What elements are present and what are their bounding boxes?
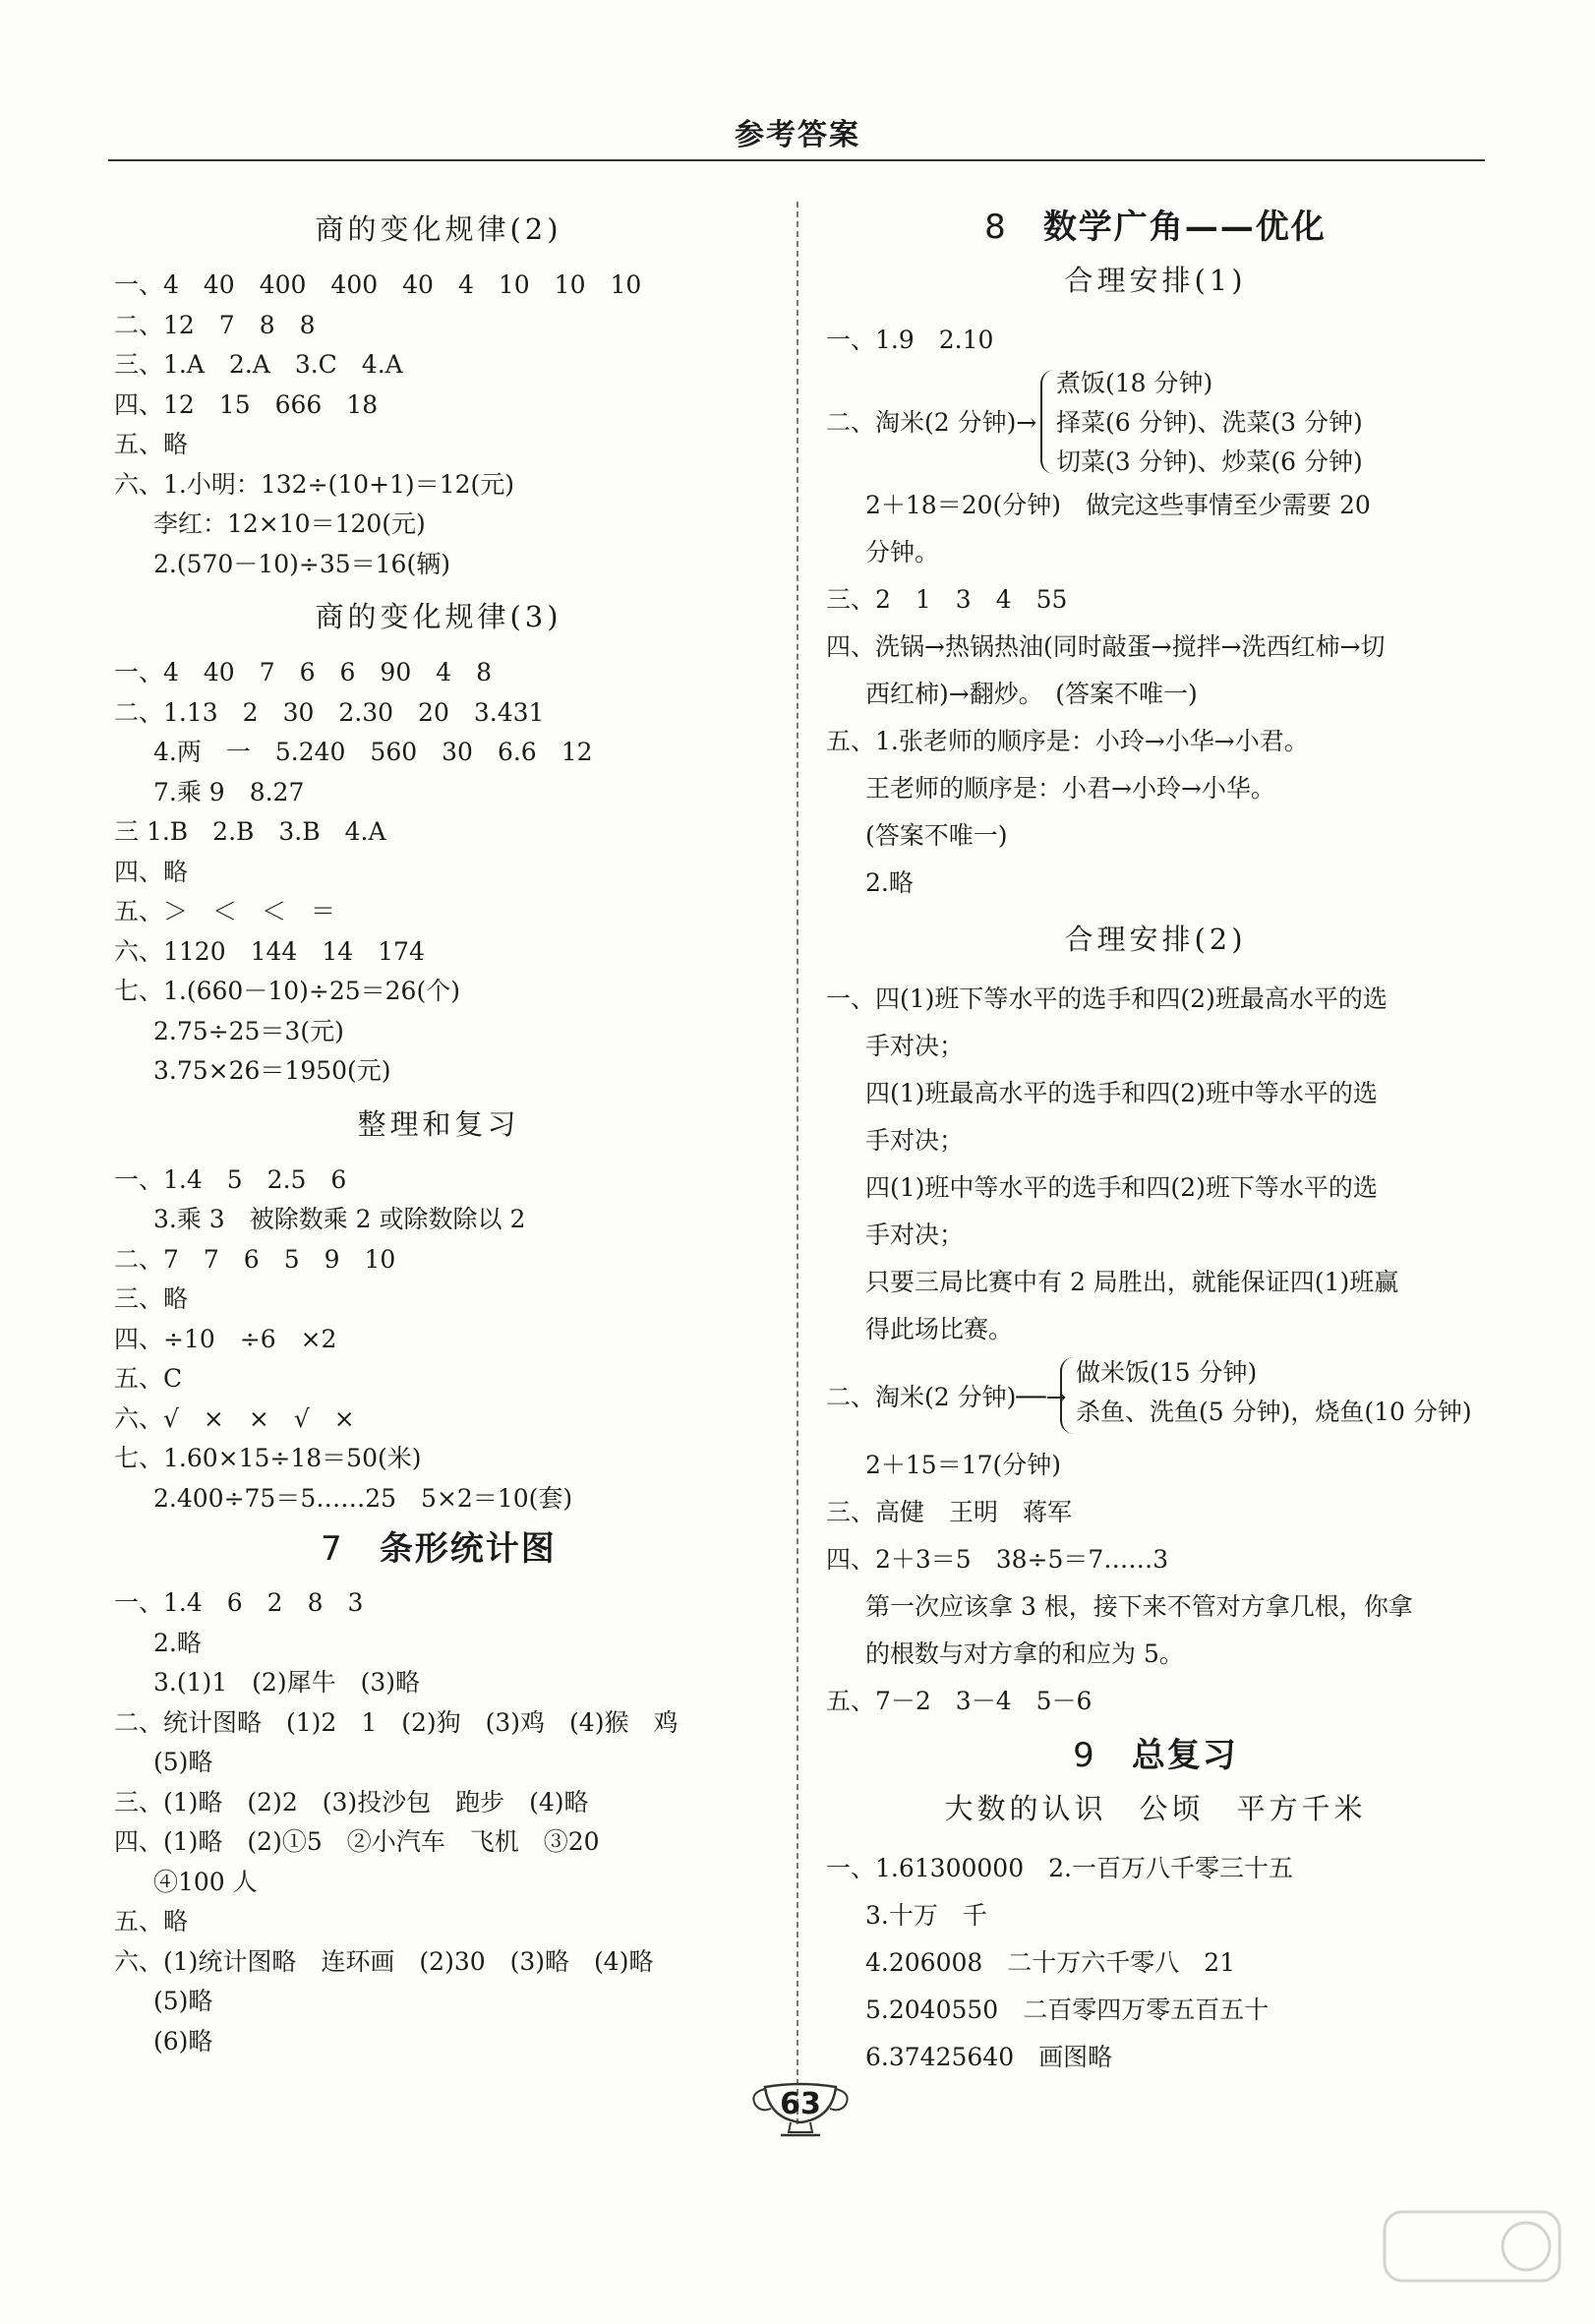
answer-line: (5)略 <box>153 1748 213 1776</box>
answer-block <box>114 266 763 505</box>
answer-line: 五、＞ ＜ ＜ ＝ <box>114 897 336 925</box>
chapter-name: 条形统计图 <box>379 1529 557 1569</box>
answer-line: 三、2 1 3 4 55 <box>826 585 1068 614</box>
answer-line: 7.乘 9 8.27 <box>153 777 305 806</box>
section-title: 大数的认识 公顷 平方千米 <box>944 1792 1367 1825</box>
answer-line: 一、1.4 6 2 8 3 <box>114 1588 364 1617</box>
brace-item: 煮饭(18 分钟) <box>1056 369 1213 397</box>
answer-line: 王老师的顺序是：小君→小玲→小华。 <box>865 774 1275 803</box>
answer-line: 5.2040550 二百零四万零五百五十 <box>865 1996 1270 2024</box>
answer-block <box>114 1240 763 1479</box>
answer-line: (6)略 <box>153 2026 213 2056</box>
chapter-number: 9 <box>1073 1736 1096 1775</box>
answer-line: 2.略 <box>865 868 914 897</box>
answer-line: 分钟。 <box>865 538 940 566</box>
brace-item: 择菜(6 分钟)、洗菜(3 分钟) <box>1056 408 1363 437</box>
chapter-title <box>826 203 1485 252</box>
brace-item: 做米饭(15 分钟) <box>1076 1358 1258 1387</box>
answer-block <box>826 976 1485 1023</box>
answer-line: 2.(570－10)÷35＝16(辆) <box>153 549 450 578</box>
answer-line: 五、7－2 3－4 5－6 <box>826 1687 1093 1715</box>
answer-line: (答案不唯一) <box>865 821 1008 850</box>
answer-line: 六、1.小明：132÷(10+1)＝12(元) <box>114 469 515 499</box>
answer-line: 七、1.60×15÷18＝50(米) <box>114 1444 422 1472</box>
answer-block-indented <box>826 1892 1485 2081</box>
answer-block-indented <box>826 765 1485 907</box>
answer-line: 二、统计图略 (1)2 1 (2)狗 (3)鸡 (4)猴 鸡 <box>114 1707 679 1737</box>
answer-block <box>826 1489 1485 1583</box>
answer-block <box>826 1845 1485 1892</box>
answer-line: 2＋18＝20(分钟) 做完这些事情至少需要 20 <box>865 491 1371 519</box>
answer-line: 六、1120 144 14 174 <box>114 936 425 966</box>
process-brace <box>826 364 1485 482</box>
right-column <box>826 197 1485 2081</box>
brace-items <box>1056 364 1363 482</box>
answer-line: 二、7 7 6 5 9 10 <box>114 1244 396 1274</box>
answer-line: 手对决； <box>865 1126 965 1155</box>
answer-line: 手对决； <box>865 1221 965 1249</box>
answer-line: 一、4 40 7 6 6 90 4 8 <box>114 658 493 686</box>
page-header-title: 参考答案 <box>735 118 860 152</box>
answer-line: 五、略 <box>114 430 189 458</box>
page-number-badge <box>745 2079 856 2138</box>
brace-item: 杀鱼、洗鱼(5 分钟)，烧鱼(10 分钟) <box>1076 1398 1472 1426</box>
answer-block-indented <box>826 1023 1485 1353</box>
answer-line: 六、√ × × √ × <box>114 1403 355 1433</box>
chapter-name: 总复习 <box>1131 1736 1238 1775</box>
answer-line: 三、(1)略 (2)2 (3)投沙包 跑步 (4)略 <box>114 1787 589 1817</box>
answer-block <box>114 812 763 1012</box>
answer-block <box>114 1703 763 1744</box>
answer-line: 一、四(1)班下等水平的选手和四(2)班最高水平的选 <box>826 984 1388 1013</box>
brace-lead-text: 二、淘米(2 分钟)──→ <box>826 1383 1067 1411</box>
answer-line: 六、(1)统计图略 连环画 (2)30 (3)略 (4)略 <box>114 1946 654 1976</box>
answer-line: 3.乘 3 被除数乘 2 或除数除以 2 <box>153 1205 526 1233</box>
answer-line: 四、洗锅→热锅热油(同时敲蛋→搅拌→洗西红柿→切 <box>826 632 1386 661</box>
answer-block <box>114 1583 763 1624</box>
answer-line: 七、1.(660－10)÷25＝26(个) <box>114 977 460 1005</box>
answer-block <box>114 1161 763 1201</box>
section-title: 整理和复习 <box>357 1106 520 1141</box>
answer-block-indented <box>114 1624 763 1703</box>
answer-line: 一、1.4 5 2.5 6 <box>114 1164 347 1194</box>
left-column <box>114 197 763 2061</box>
answer-line: 得此场比赛。 <box>865 1315 1014 1343</box>
answer-line: 3.十万 千 <box>865 1901 987 1930</box>
answer-block-indented <box>114 733 763 812</box>
answer-line: 一、4 40 400 400 40 4 10 10 10 <box>114 270 642 299</box>
answer-line: 四、12 15 666 18 <box>114 389 379 419</box>
brace-icon <box>1060 1357 1076 1434</box>
chapter-name: 数学广角——优化 <box>1042 208 1327 247</box>
answer-line: 第一次应该拿 3 根，接下来不管对方拿几根，你拿 <box>865 1592 1413 1621</box>
chapter-title <box>114 1524 763 1574</box>
answer-line: 四、÷10 ÷6 ×2 <box>114 1324 337 1353</box>
answer-line: 四、2＋3＝5 38÷5＝7……3 <box>826 1545 1169 1574</box>
answer-line: 三、略 <box>114 1284 189 1313</box>
answer-block <box>826 576 1485 671</box>
answer-block-indented <box>114 1200 763 1240</box>
answer-line: 的根数与对方拿的和应为 5。 <box>865 1639 1184 1668</box>
brace-item: 切菜(3 分钟)、炒菜(6 分钟) <box>1056 447 1363 476</box>
section-title: 商的变化规律(2) <box>315 212 562 246</box>
answer-line: 4.206008 二十万六千零八 21 <box>865 1948 1236 1977</box>
process-brace <box>826 1353 1485 1442</box>
answer-line: 2.400÷75＝5……25 5×2＝10(套) <box>153 1483 573 1513</box>
section-title: 合理安排(2) <box>1064 923 1247 956</box>
answer-line: 四(1)班中等水平的选手和四(2)班下等水平的选 <box>865 1173 1378 1202</box>
answer-line: 五、1.张老师的顺序是：小玲→小华→小君。 <box>826 727 1309 755</box>
answer-line: 四、略 <box>114 857 189 886</box>
answer-block-indented <box>826 671 1485 718</box>
answer-line: 2＋15＝17(分钟) <box>865 1451 1062 1479</box>
answer-line: 2.略 <box>153 1628 202 1657</box>
answer-block-indented <box>826 1442 1485 1489</box>
answer-line: 只要三局比赛中有 2 局胜出，就能保证四(1)班赢 <box>865 1268 1399 1296</box>
header-rule <box>108 159 1485 161</box>
answer-line: 一、1.9 2.10 <box>826 326 994 354</box>
answer-line: 西红柿)→翻炒。 (答案不唯一) <box>865 680 1198 708</box>
answer-line: 6.37425640 画图略 <box>865 2043 1113 2071</box>
answer-line: 3.75×26＝1950(元) <box>153 1056 391 1085</box>
chapter-title <box>826 1731 1485 1780</box>
answer-line: 二、1.13 2 30 2.30 20 3.431 <box>114 697 545 727</box>
answer-block-indented <box>114 1982 763 2061</box>
answer-block <box>114 653 763 733</box>
brace-lead-text: 二、淘米(2 分钟)→ <box>826 408 1037 437</box>
answer-block-indented <box>114 1479 763 1520</box>
answer-line: 四、(1)略 (2)①5 ②小汽车 飞机 ③20 <box>114 1827 600 1856</box>
answer-line: 4.两 一 5.240 560 30 6.6 12 <box>153 738 593 766</box>
answer-block <box>114 1902 763 1982</box>
answer-line: 一、1.61300000 2.一百万八千零三十五 <box>826 1854 1293 1882</box>
answer-line: 三 1.B 2.B 3.B 4.A <box>114 817 386 846</box>
section-title: 商的变化规律(3) <box>315 600 562 633</box>
answer-line: 四(1)班最高水平的选手和四(2)班中等水平的选 <box>865 1079 1378 1107</box>
answer-line: 三、高健 王明 蒋军 <box>826 1498 1073 1526</box>
answer-line: 2.75÷25＝3(元) <box>153 1016 344 1045</box>
answer-block <box>826 317 1485 364</box>
answer-line: 三、1.A 2.A 3.C 4.A <box>114 350 403 379</box>
site-watermark-logo <box>1379 2202 1565 2310</box>
answer-line: 李红：12×10＝120(元) <box>153 509 426 538</box>
brace-items <box>1076 1353 1472 1432</box>
answer-block-indented <box>114 1743 763 1783</box>
answer-line: 五、略 <box>114 1907 189 1936</box>
answer-line: 五、C <box>114 1364 183 1393</box>
answer-block-indented <box>114 1012 763 1092</box>
answer-block <box>826 718 1485 765</box>
answer-line: 二、12 7 8 8 <box>114 310 316 339</box>
column-divider <box>797 202 798 2124</box>
brace-icon <box>1040 370 1056 474</box>
answer-line: 3.(1)1 (2)犀牛 (3)略 <box>153 1668 420 1697</box>
answer-line: ④100 人 <box>153 1867 258 1896</box>
answer-block-indented <box>826 1583 1485 1678</box>
answer-block <box>826 1678 1485 1725</box>
page-number: 63 <box>780 2087 821 2121</box>
answer-line: 手对决； <box>865 1032 965 1060</box>
chapter-number: 7 <box>321 1529 344 1569</box>
chapter-number: 8 <box>984 208 1008 247</box>
answer-block-indented <box>114 505 763 584</box>
answer-block-indented <box>826 482 1485 576</box>
answer-block-indented <box>114 1863 763 1903</box>
answer-line: (5)略 <box>153 1987 213 2015</box>
section-title: 合理安排(1) <box>1064 264 1247 297</box>
answer-block <box>114 1783 763 1863</box>
